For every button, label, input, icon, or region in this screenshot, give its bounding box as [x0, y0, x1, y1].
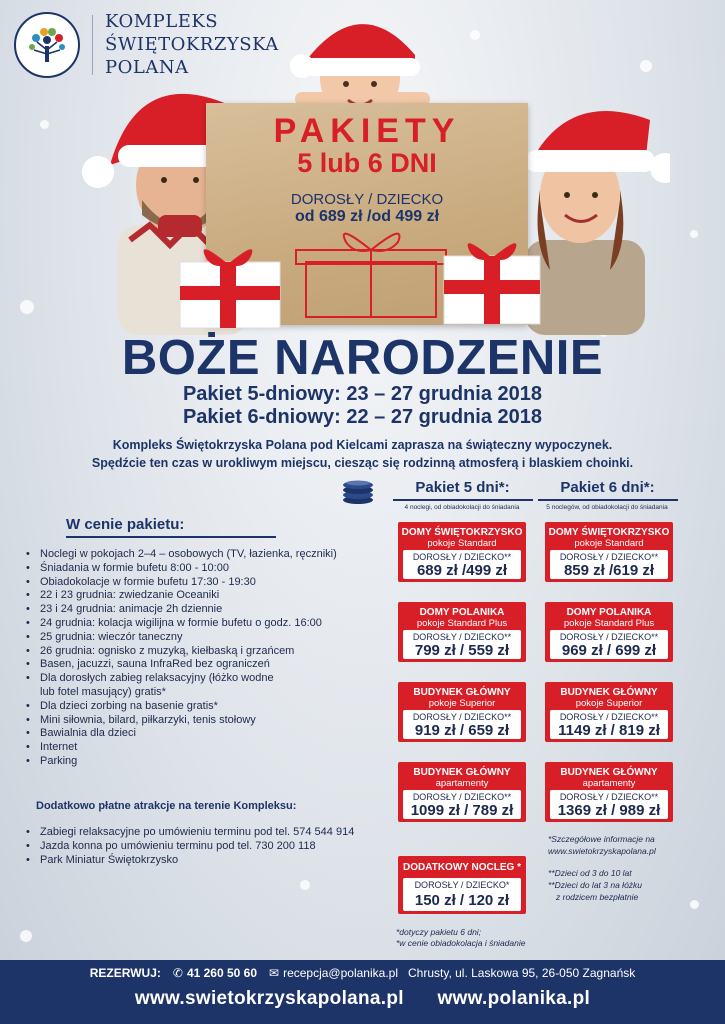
list-item: • Śniadania w formie bufetu 8:00 - 10:00	[24, 562, 394, 576]
footnote: **Dzieci od 3 do 10 lat	[548, 868, 632, 878]
sign-subtitle: 5 lub 6 DNI	[297, 148, 437, 178]
company-name-line: POLANA	[105, 57, 189, 78]
accommodation-name: DOMY POLANIKA	[419, 607, 505, 618]
sign-price-value: od 689 zł /od 499 zł	[294, 208, 440, 225]
price-box	[550, 550, 668, 579]
room-type: pokoje Standard	[427, 538, 497, 549]
price-box	[550, 790, 668, 819]
intro-text: Spędźcie ten czas w urokliwym miejscu, ciesząc się rodzinną atmosferą i blaskiem choinki.	[91, 456, 634, 470]
page-title: BOŻE NARODZENIE	[121, 331, 604, 385]
room-type: pokoje Superior	[428, 698, 496, 709]
list-item-continuation: lub fotel masujący) gratis*	[40, 685, 166, 698]
package-5-underline	[393, 499, 533, 501]
footnote: *Szczegółowe informacje na	[548, 834, 655, 844]
reserve-label: REZERWUJ:	[89, 966, 161, 980]
list-item: • Internet	[24, 741, 394, 755]
price-label: DOROSŁY / DZIECKO**	[412, 632, 512, 642]
sign-title: PAKIETY	[273, 112, 461, 150]
list-item: • Mini siłownia, bilard, piłkarzyki, tenis stołowy	[24, 714, 394, 728]
room-type: apartamenty	[582, 778, 636, 789]
room-type: pokoje Standard Plus	[416, 618, 508, 629]
price-label: DOROSŁY / DZIECKO**	[412, 712, 512, 722]
snowflake	[40, 120, 49, 129]
price-value: 799 zł / 559 zł	[414, 642, 510, 659]
price-box	[403, 878, 521, 911]
package-6-title: Pakiet 6 dni*:	[560, 479, 655, 496]
price-value: 1369 zł / 989 zł	[557, 802, 661, 819]
gift-box-right-icon	[440, 238, 544, 326]
price-label: DOROSŁY / DZIECKO**	[559, 632, 659, 642]
list-item: • Dla dzieci zorbing na basenie gratis*	[24, 700, 394, 714]
accommodation-name: BUDYNEK GŁÓWNY	[560, 687, 658, 698]
extras-title: Dodatkowo płatne atrakcje na terenie Kompleksu:	[36, 800, 297, 812]
snowflake	[20, 300, 34, 314]
includes-underline	[66, 536, 276, 538]
footnote: *w cenie obiadokolacja i śniadanie	[396, 938, 526, 948]
list-item: • Obiadokolacje w formie bufetu 17:30 - 19:30	[24, 576, 394, 590]
list-item: • Bawialnia dla dzieci	[24, 727, 394, 741]
price-box	[403, 790, 521, 819]
price-box	[403, 630, 521, 659]
list-item: • 23 i 24 grudnia: animacje 2h dziennie	[24, 603, 394, 617]
package-5-note: 4 noclegi, od obiadokolacji do śniadania	[404, 504, 520, 511]
drawn-gift-icon	[276, 222, 466, 322]
includes-title: W cenie pakietu:	[66, 516, 185, 533]
phone-icon: ✆	[172, 966, 183, 980]
price-card	[545, 682, 673, 742]
list-item: • 24 grudnia: kolacja wigilijna w formie bufetu o godz. 16:00	[24, 617, 394, 631]
price-box	[403, 710, 521, 739]
price-box	[550, 710, 668, 739]
intro-text: Kompleks Świętokrzyska Polana pod Kielcami zaprasza na świąteczny wypoczynek.	[112, 438, 613, 452]
price-value: 859 zł /619 zł	[563, 562, 655, 579]
accommodation-name: BUDYNEK GŁÓWNY	[413, 767, 511, 778]
date-line: Pakiet 5-dniowy: 23 – 27 grudnia 2018	[182, 383, 543, 405]
phone-number[interactable]: 41 260 50 60	[186, 966, 258, 980]
footnote-website: www.swietokrzyskapolana.pl	[548, 846, 656, 856]
list-item: • Jazda konna po umówieniu terminu pod tel. 730 200 118	[24, 839, 394, 853]
price-value: 689 zł /499 zł	[416, 562, 508, 579]
snowflake	[300, 880, 310, 890]
accommodation-name: BUDYNEK GŁÓWNY	[413, 687, 511, 698]
address: Chrusty, ul. Laskowa 95, 26-050 Zagnańsk	[408, 966, 636, 980]
mail-icon: ✉	[269, 966, 280, 980]
extra-night-card	[398, 856, 526, 914]
price-value: 1099 zł / 789 zł	[410, 802, 514, 819]
price-card	[398, 682, 526, 742]
price-box	[550, 630, 668, 659]
list-item: • 26 grudnia: ognisko z muzyką, kiełbaską i grzańcem	[24, 645, 394, 659]
extras-list	[24, 825, 394, 867]
price-label: DOROSŁY / DZIECKO**	[559, 552, 659, 562]
price-label: DOROSŁY / DZIECKO**	[559, 712, 659, 722]
gift-box-left-icon	[176, 244, 284, 330]
footnote: *dotyczy pakietu 6 dni;	[396, 927, 482, 937]
sign-price-label: DOROSŁY / DZIECKO	[290, 191, 444, 208]
list-item: • Basen, jacuzzi, sauna InfraRed bez ograniczeń	[24, 658, 394, 672]
room-type: pokoje Superior	[575, 698, 643, 709]
accommodation-name: DOMY ŚWIĘTOKRZYSKO	[401, 527, 523, 538]
list-item: • 22 i 23 grudnia: zwiedzanie Oceaniki	[24, 589, 394, 603]
price-label: DOROSŁY / DZIECKO**	[412, 552, 512, 562]
price-value: 1149 zł / 819 zł	[558, 722, 660, 739]
room-type: pokoje Standard	[574, 538, 644, 549]
price-label: DOROSŁY / DZIECKO*	[414, 880, 510, 890]
price-card	[545, 522, 673, 582]
package-5-title: Pakiet 5 dni*:	[415, 479, 510, 496]
snowflake	[690, 230, 698, 238]
accommodation-name: BUDYNEK GŁÓWNY	[560, 767, 658, 778]
email-link[interactable]: recepcja@polanika.pl	[283, 966, 398, 980]
price-label: DOROSŁY / DZIECKO**	[559, 792, 659, 802]
website-link[interactable]: www.swietokrzyskapolana.pl	[134, 988, 404, 1009]
footer-bar	[0, 960, 725, 1024]
list-item: • Parking	[24, 755, 394, 769]
accommodation-name: DOMY POLANIKA	[566, 607, 652, 618]
website-link[interactable]: www.polanika.pl	[437, 988, 591, 1009]
date-line: Pakiet 6-dniowy: 22 – 27 grudnia 2018	[182, 406, 543, 428]
accommodation-name: DOMY ŚWIĘTOKRZYSKO	[548, 527, 670, 538]
footnote: **Dzieci do lat 3 na łóżku	[548, 880, 643, 890]
room-type: apartamenty	[435, 778, 489, 789]
list-item: • Zabiegi relaksacyjne po umówieniu terminu pod tel. 574 544 914	[24, 825, 394, 839]
price-card	[545, 762, 673, 822]
list-item: • Park Miniatur Świętokrzysko	[24, 853, 394, 867]
company-name-line: ŚWIĘTOKRZYSKA	[105, 34, 279, 55]
room-type: pokoje Standard Plus	[563, 618, 655, 629]
company-name-line: KOMPLEKS	[105, 11, 219, 32]
snowflake	[690, 900, 699, 909]
list-item: • Dla dorosłych zabieg relaksacyjny (łóżko wodne	[24, 672, 394, 686]
price-box	[403, 550, 521, 579]
price-label: DOROSŁY / DZIECKO**	[412, 792, 512, 802]
price-value: 969 zł / 699 zł	[561, 642, 657, 659]
package-6-underline	[538, 499, 678, 501]
coins-icon	[340, 478, 376, 506]
list-item: • 25 grudnia: wieczór taneczny	[24, 631, 394, 645]
extra-night-title: DODATKOWY NOCLEG *	[403, 862, 521, 873]
websites-row	[0, 988, 725, 1010]
package-6-note: 5 noclegów, od obiadokolacji do śniadania	[546, 504, 668, 511]
list-item: • Noclegi w pokojach 2–4 – osobowych (TV, łazienka, ręczniki)	[24, 548, 394, 562]
price-value: 150 zł / 120 zł	[414, 892, 510, 909]
price-card	[398, 522, 526, 582]
price-card	[398, 602, 526, 662]
footnote: z rodzicem bezpłatnie	[556, 892, 639, 902]
includes-list	[24, 548, 394, 769]
contact-row	[0, 966, 725, 980]
snowflake	[20, 930, 32, 942]
price-value: 919 zł / 659 zł	[414, 722, 510, 739]
price-card	[398, 762, 526, 822]
price-card	[545, 602, 673, 662]
